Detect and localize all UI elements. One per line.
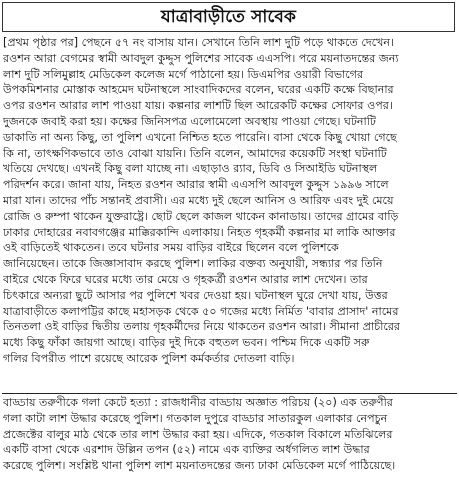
- article-line: বাইরে থেকে ফিরে ঘরের মধ্যে তার মেয়ে ও গৃহকর্ত্রী রওশন আরার লাশ দেখেন। তার: [3, 272, 368, 286]
- article-line: [প্রথম পৃষ্ঠার পর] পেছনে ৫৭ নং বাসায় যান। সেখানে তিনি লাশ দুটি পড়ে থাকতে দেখেন।: [3, 36, 394, 49]
- article-line: চিৎকারে অন্যরা ছুটে আসার পর পুলিশে খবর দেওয়া হয়। ঘটনাস্থল ঘুরে দেখা যায়, উত্তর: [3, 288, 388, 302]
- article-line: তিনতলা ওই বাড়ির দ্বিতীয় তলায় গৃহকর্মীদের নিয়ে থাকতেন রওশন আরা। সীমানা প্রাচীরের: [3, 320, 401, 334]
- article-line: একটি বাসা থেকে এরশাদ উল্লিন তপন (৫২) নামে এক ব্যক্তির অর্ধগলিত লাশ উদ্ধার: [3, 443, 370, 457]
- article-line: প্রজেক্টের বালুর মাঠ থেকে তার লাশ উদ্ধার করা হয়। এদিকে, গতকাল বিকালে মতিঝিলের: [3, 427, 393, 441]
- article-line: খতিয়ে দেখছে। এখনই কিছু বলা যাচ্ছে না। এছাড়াও র‍্যাব, ডিবি ও সিআইডি ঘটনাস্থল: [3, 162, 378, 176]
- article-line: মারা যান। তাদের পাঁচ সন্তানই প্রবাসী। এর মধ্যে দুই ছেলে আনিস ও আরিফ এবং দুই মেয়ে: [3, 193, 394, 207]
- article-body: [3, 35, 456, 367]
- article-line: মধ্যে কিছু ফাঁকা জায়গা আছে। বাড়ির দুই দিকে বহুতল ভবন। পশ্চিম দিকে একটি সরু: [3, 336, 370, 350]
- article-line: যাত্রাবাড়ীতে কলাপট্টির কাছে মহাসড়ক থেকে ৫০ গজের মধ্যে নির্মিত 'বাবার প্রাসাদ' নামের: [3, 304, 399, 318]
- article-line: ঢাকার দোহারের নবাবগঞ্জের মাক্কিরকান্দি এলাকায়। নিহত গৃহকর্মী কল্পনার মা লাকি আক্তার: [3, 225, 396, 239]
- article-line: ওপর রওশন আরার লাশ পাওয়া যায়। কল্পনার লাশটি ছিল আরেকটি কক্ষের সোফার ওপর।: [3, 99, 393, 113]
- article-line: জানিয়েছেন। তাকে জিজ্ঞাসাবাদ করছে পুলিশ। লাকির বক্তব্য অনুযায়ী, সন্ধ্যার পর তিনি: [3, 257, 383, 271]
- article-line: কি না, তাৎক্ষণিকভাবে তাও বোঝা যায়নি। তিনি বলেন, আমাদের কয়েকটি সংস্থা ঘটনাটি: [3, 146, 387, 160]
- article-line: পরিদর্শন করে। জানা যায়, নিহত রওশন আরার স্বামী এএসপি আবদুল কুদ্দুস ১৯৯৬ সালে: [3, 178, 389, 192]
- article-line: লাশ দুটি সলিমুল্লাহ মেডিকেল কলেজ মর্গে পাঠানো হয়। ডিএমপির ওয়ারী বিভাগের: [3, 67, 364, 81]
- article-line: করেছে পুলিশ। সংশ্লিষ্ট থানা পুলিশ লাশ ময়নাতদন্তের জন্য ঢাকা মেডিকেল মর্গে পাঠিয়েছে।: [3, 459, 396, 473]
- article-line: গলা কাটা লাশ উদ্ধার করেছে পুলিশ। গতকাল দুপুরে বাড্ডার সাতারকুল এলাকার নেপচুন: [3, 411, 388, 425]
- article-line: রোজি ও রুম্পা থাকেন যুক্তরাষ্ট্রে। ছোট ছেলে কাজল থাকেন কানাডায়। তাদের গ্রামের বাড়ি: [3, 209, 399, 223]
- article-line: উপকমিশনার মোস্তাক আহমেদ ঘটনাস্থলে সাংবাদিকদের বলেন, ঘরের একটি কক্ষে বিছানার: [3, 83, 394, 97]
- article-line: বাড্ডায় তরুণীকে গলা কেটে হত্যা : রাজধানীর বাড্ডায় অজ্ঞাত পরিচয় (২০) এক তরুণীর: [3, 396, 393, 409]
- article-line: রওশন আরা বেগমের স্বামী আবদুল কুদ্দুস পুলিশের সাবেক এএসপি। পরে ময়নাতদন্তের জন্য: [3, 51, 399, 65]
- article-line: ডাকাতি না অন্য কিছু, তা পুলিশ এখনো নিশ্চিত হতে পারেনি। বাসা থেকে কিছু খোয়া গেছে: [3, 130, 397, 144]
- article-line: দুজনকে জবাই করা হয়। কক্ষের জিনিসপত্র এলোমেলো অবস্থায় পাওয়া গেছে। ঘটনাটি: [3, 114, 376, 128]
- article-line: গলির বিপরীত পাশে রয়েছে আরেক পুলিশ কর্মকর্তার দোতলা বাড়ি।: [3, 351, 295, 365]
- headline-box: [2, 2, 455, 32]
- headline: যাত্রাবাড়ীতে সাবেক: [160, 6, 297, 27]
- section-divider: [2, 393, 457, 394]
- article-line: ওই বাড়িতেই থাকতেন। তবে ঘটনার সময় বাড়ির বাইরে ছিলেন বলে পুলিশকে: [3, 241, 339, 255]
- second-article-body: [3, 395, 456, 474]
